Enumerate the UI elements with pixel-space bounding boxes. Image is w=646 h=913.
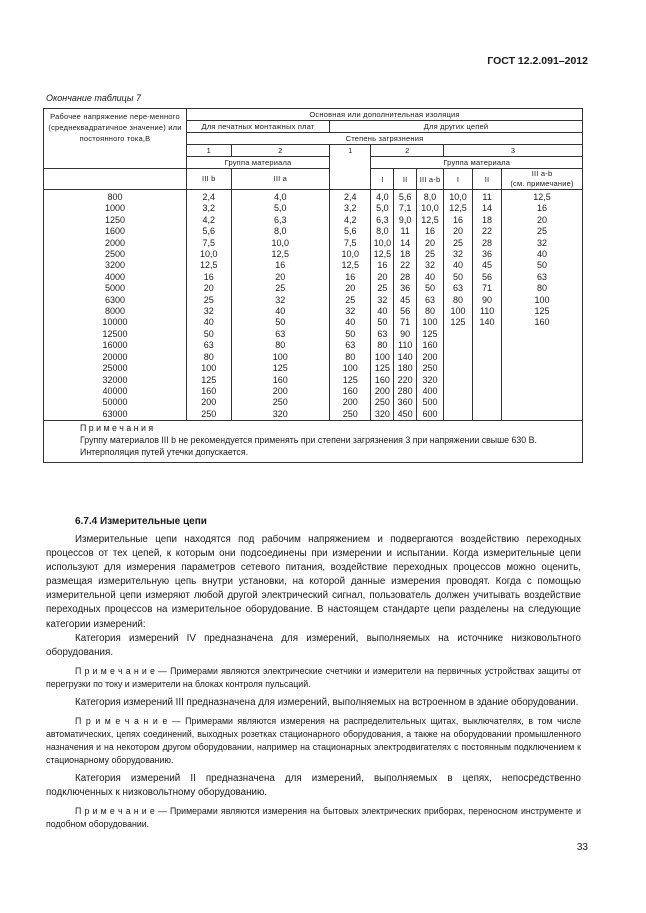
creepage-cell <box>444 386 473 397</box>
creepage-cell: 25 <box>417 249 444 260</box>
creepage-cell: 32 <box>371 295 394 306</box>
table-row <box>44 295 583 306</box>
other-circuits-header: Для других цепей <box>330 121 583 133</box>
creepage-cell: 16 <box>444 215 473 226</box>
creepage-cell: 100 <box>502 295 583 306</box>
creepage-cell <box>473 352 502 363</box>
creepage-cell: 32 <box>502 238 583 249</box>
creepage-cell: 160 <box>371 375 394 386</box>
creepage-cell: 20 <box>231 272 329 283</box>
voltage-cell: 3200 <box>44 260 187 271</box>
creepage-cell: 125 <box>187 375 232 386</box>
creepage-cell: 125 <box>444 317 473 328</box>
group-IIIab-deg2: III a-b <box>417 169 444 190</box>
table-caption: Окончание таблицы 7 <box>46 93 141 103</box>
creepage-cell <box>473 340 502 351</box>
creepage-cell: 6,3 <box>371 215 394 226</box>
creepage-cell: 360 <box>394 397 417 408</box>
section-heading: 6.7.4 Измерительные цепи <box>75 516 207 527</box>
document-header: ГОСТ 12.2.091–2012 <box>487 55 588 67</box>
table-row <box>44 352 583 363</box>
creepage-cell: 2,4 <box>187 190 232 204</box>
creepage-cell: 63 <box>231 329 329 340</box>
creepage-cell: 8,0 <box>417 190 444 204</box>
group-I-deg3: I <box>444 169 473 190</box>
creepage-cell: 200 <box>371 386 394 397</box>
creepage-cell: 100 <box>187 363 232 374</box>
creepage-cell: 71 <box>394 317 417 328</box>
creepage-cell <box>473 409 502 421</box>
creepage-cell: 50 <box>371 317 394 328</box>
table-row <box>44 190 583 204</box>
creepage-cell: 7,5 <box>187 238 232 249</box>
pcb-degree-1: 1 <box>187 145 232 157</box>
voltage-cell: 8000 <box>44 306 187 317</box>
creepage-cell: 25 <box>187 295 232 306</box>
creepage-cell: 160 <box>330 386 371 397</box>
creepage-cell: 20 <box>187 283 232 294</box>
group-II-deg3: II <box>473 169 502 190</box>
creepage-cell: 200 <box>187 397 232 408</box>
creepage-cell: 100 <box>417 317 444 328</box>
voltage-cell: 50000 <box>44 397 187 408</box>
creepage-cell: 50 <box>417 283 444 294</box>
creepage-cell: 320 <box>371 409 394 421</box>
note-category-II: П р и м е ч а н и е — Примерами являются измерения на бытовых электрических приборах, переносном инструменте и подобном оборудовании. <box>46 806 581 830</box>
table-row <box>44 386 583 397</box>
creepage-cell: 40 <box>371 306 394 317</box>
creepage-cell: 3,2 <box>330 203 371 214</box>
creepage-cell <box>502 409 583 421</box>
creepage-cell: 56 <box>394 306 417 317</box>
creepage-cell: 16 <box>371 260 394 271</box>
creepage-cell: 250 <box>417 363 444 374</box>
table-row <box>44 363 583 374</box>
paragraph-category-III: Категория измерений III предназначена для измерений, выполняемых на встроенном в здание оборудовании. <box>75 696 579 708</box>
creepage-cell: 220 <box>394 375 417 386</box>
creepage-cell: 100 <box>371 352 394 363</box>
creepage-cell: 25 <box>502 226 583 237</box>
voltage-column-header: Рабочее напряжение пере-менного (среднеквадратичное значение) или постоянного тока,В <box>44 109 187 169</box>
material-group-header-other: Группа материала <box>371 157 583 169</box>
creepage-cell: 250 <box>231 397 329 408</box>
creepage-cell: 32 <box>330 306 371 317</box>
note-category-III: П р и м е ч а н и е — Примерами являются измерения на распределительных щитах, выключателях, в том числе автоматических, цепях соединений, выходных розетках стационарного оборудования, а также на оборудовании промышленного назначения и на некотором другом оборудовании, например на стационарных электродвигателях с постоянным подключением к стационарному оборудованию. <box>46 715 581 765</box>
creepage-cell: 90 <box>394 329 417 340</box>
creepage-cell: 20 <box>417 238 444 249</box>
voltage-cell: 12500 <box>44 329 187 340</box>
creepage-cell: 6,3 <box>231 215 329 226</box>
creepage-cell: 3,2 <box>187 203 232 214</box>
creepage-cell <box>502 397 583 408</box>
creepage-cell <box>502 363 583 374</box>
creepage-cell: 250 <box>371 397 394 408</box>
creepage-cell: 10,0 <box>444 190 473 204</box>
voltage-cell: 16000 <box>44 340 187 351</box>
note-line-1: Группу материалов III b не рекомендуется применять при степени загрязнения 3 при напряжении свыше 630 В. <box>80 434 537 445</box>
creepage-cell: 200 <box>417 352 444 363</box>
creepage-cell <box>444 375 473 386</box>
creepage-cell: 16 <box>187 272 232 283</box>
creepage-cell: 500 <box>417 397 444 408</box>
creepage-cell: 32 <box>187 306 232 317</box>
note-line-2: Интерполяция путей утечки допускается. <box>80 446 249 457</box>
creepage-cell <box>444 340 473 351</box>
creepage-cell: 10,0 <box>417 203 444 214</box>
other-degree-2: 2 <box>371 145 444 157</box>
voltage-cell: 800 <box>44 190 187 204</box>
creepage-cell: 8,0 <box>371 226 394 237</box>
creepage-cell <box>444 363 473 374</box>
table-row <box>44 340 583 351</box>
creepage-cell <box>502 386 583 397</box>
creepage-cell: 140 <box>473 317 502 328</box>
creepage-cell: 14 <box>473 203 502 214</box>
group-IIIa: III a <box>231 169 329 190</box>
creepage-cell: 12,5 <box>371 249 394 260</box>
creepage-cell: 56 <box>473 272 502 283</box>
creepage-cell: 160 <box>502 317 583 328</box>
voltage-cell: 20000 <box>44 352 187 363</box>
main-insulation-header: Основная или дополнительная изоляция <box>187 109 583 121</box>
creepage-cell: 320 <box>231 409 329 421</box>
creepage-cell: 4,0 <box>231 190 329 204</box>
voltage-cell: 25000 <box>44 363 187 374</box>
pcb-degree-2: 2 <box>231 145 329 157</box>
creepage-cell: 16 <box>330 272 371 283</box>
table-row <box>44 238 583 249</box>
creepage-cell: 63 <box>502 272 583 283</box>
creepage-cell: 63 <box>371 329 394 340</box>
creepage-cell: 5,6 <box>330 226 371 237</box>
creepage-cell: 90 <box>473 295 502 306</box>
group-IIIb: III b <box>187 169 232 190</box>
creepage-cell <box>444 329 473 340</box>
creepage-cell: 12,5 <box>231 249 329 260</box>
table-row <box>44 317 583 328</box>
creepage-cell: 100 <box>444 306 473 317</box>
creepage-cell <box>473 397 502 408</box>
creepage-cell: 10,0 <box>330 249 371 260</box>
creepage-cell: 80 <box>371 340 394 351</box>
table-row <box>44 203 583 214</box>
creepage-cell: 50 <box>231 317 329 328</box>
creepage-cell: 32 <box>231 295 329 306</box>
creepage-cell: 50 <box>187 329 232 340</box>
creepage-cell <box>473 386 502 397</box>
creepage-cell: 11 <box>473 190 502 204</box>
creepage-cell: 125 <box>371 363 394 374</box>
table-row <box>44 226 583 237</box>
paragraph-1: Измерительные цепи находятся под рабочим напряжением и подвергаются воздействию переходных процессов от тех цепей, к которым они подсоединены при измерении и испытании. Когда измерительные цепи используют для измерения параметров сетевого питания, воздействие переходных процессов можно оценить, размещая измерительную цепь внутри установки, на которой данные измерения проводят. Когда с помощью измерительной цепи измеряют любой другой электрический сигнал, пользователь должен учитывать воздействие переходных процессов на измерительное оборудование. В настоящем стандарте цепи разделены на следующие категории измерений: <box>46 534 581 630</box>
table-row <box>44 215 583 226</box>
creepage-cell: 20 <box>371 272 394 283</box>
creepage-cell <box>502 375 583 386</box>
creepage-cell: 25 <box>231 283 329 294</box>
see-note-label: (см. примечание) <box>510 179 574 188</box>
creepage-cell: 80 <box>231 340 329 351</box>
creepage-cell: 10,0 <box>187 249 232 260</box>
creepage-cell: 20 <box>444 226 473 237</box>
creepage-cell: 40 <box>417 272 444 283</box>
creepage-cell: 7,5 <box>330 238 371 249</box>
creepage-cell: 50 <box>502 260 583 271</box>
other-degree-1: 1 <box>330 145 371 190</box>
table-row <box>44 272 583 283</box>
creepage-cell: 4,0 <box>371 190 394 204</box>
creepage-cell: 22 <box>394 260 417 271</box>
creepage-cell: 20 <box>502 215 583 226</box>
creepage-cell: 40 <box>502 249 583 260</box>
creepage-cell: 5,0 <box>231 203 329 214</box>
creepage-cell: 71 <box>473 283 502 294</box>
creepage-cell: 50 <box>444 272 473 283</box>
creepage-table <box>43 108 583 463</box>
creepage-cell: 63 <box>187 340 232 351</box>
pcb-header: Для печатных монтажных плат <box>187 121 330 133</box>
creepage-cell: 40 <box>444 260 473 271</box>
creepage-cell: 18 <box>473 215 502 226</box>
voltage-cell: 5000 <box>44 283 187 294</box>
table-row <box>44 329 583 340</box>
creepage-cell: 140 <box>394 352 417 363</box>
voltage-cell: 10000 <box>44 317 187 328</box>
creepage-cell: 18 <box>394 249 417 260</box>
creepage-cell: 50 <box>330 329 371 340</box>
creepage-cell: 600 <box>417 409 444 421</box>
creepage-cell <box>444 409 473 421</box>
creepage-cell: 100 <box>231 352 329 363</box>
creepage-cell: 180 <box>394 363 417 374</box>
creepage-cell: 250 <box>330 409 371 421</box>
creepage-cell: 28 <box>394 272 417 283</box>
creepage-cell: 4,2 <box>330 215 371 226</box>
creepage-cell: 400 <box>417 386 444 397</box>
creepage-cell: 16 <box>502 203 583 214</box>
creepage-cell: 40 <box>330 317 371 328</box>
creepage-cell: 200 <box>231 386 329 397</box>
creepage-cell: 63 <box>417 295 444 306</box>
table-row <box>44 306 583 317</box>
creepage-cell: 110 <box>394 340 417 351</box>
creepage-cell: 10,0 <box>371 238 394 249</box>
table-notes <box>44 421 583 462</box>
table-row <box>44 283 583 294</box>
creepage-cell <box>473 375 502 386</box>
voltage-cell: 1600 <box>44 226 187 237</box>
note-category-IV: П р и м е ч а н и е — Примерами являются электрические счетчики и измерители на первичных устройствах защиты от перегрузки по току и измерители на блоках контроля пульсаций. <box>46 665 581 689</box>
creepage-cell: 80 <box>330 352 371 363</box>
material-group-header-pcb: Группа материала <box>187 157 330 169</box>
creepage-cell: 160 <box>231 375 329 386</box>
creepage-cell <box>444 397 473 408</box>
creepage-cell: 25 <box>444 238 473 249</box>
creepage-cell: 32 <box>444 249 473 260</box>
creepage-cell: 80 <box>187 352 232 363</box>
table-row <box>44 249 583 260</box>
voltage-cell: 40000 <box>44 386 187 397</box>
paragraph-category-II: Категория измерений II предназначена для измерений, выполняемых в цепях, непосредственно подключенных к низковольтному оборудованию. <box>46 772 581 799</box>
creepage-cell: 4,2 <box>187 215 232 226</box>
creepage-cell: 63 <box>444 283 473 294</box>
creepage-cell: 22 <box>473 226 502 237</box>
other-degree-3: 3 <box>444 145 583 157</box>
creepage-cell: 9,0 <box>394 215 417 226</box>
creepage-cell: 12,5 <box>330 260 371 271</box>
creepage-cell: 320 <box>417 375 444 386</box>
creepage-cell: 10,0 <box>231 238 329 249</box>
table-row <box>44 409 583 421</box>
creepage-cell: 125 <box>502 306 583 317</box>
creepage-cell: 80 <box>417 306 444 317</box>
group-II-deg2: II <box>394 169 417 190</box>
creepage-cell: 125 <box>231 363 329 374</box>
creepage-cell: 12,5 <box>444 203 473 214</box>
creepage-cell: 5,6 <box>394 190 417 204</box>
creepage-cell: 2,4 <box>330 190 371 204</box>
creepage-cell: 200 <box>330 397 371 408</box>
voltage-cell: 1000 <box>44 203 187 214</box>
creepage-cell: 16 <box>417 226 444 237</box>
creepage-cell: 280 <box>394 386 417 397</box>
voltage-cell: 2500 <box>44 249 187 260</box>
creepage-cell: 45 <box>473 260 502 271</box>
notes-title: П р и м е ч а н и я <box>80 423 154 434</box>
voltage-cell: 6300 <box>44 295 187 306</box>
voltage-cell: 2000 <box>44 238 187 249</box>
creepage-cell: 36 <box>473 249 502 260</box>
voltage-cell: 32000 <box>44 375 187 386</box>
creepage-cell <box>473 329 502 340</box>
creepage-cell: 32 <box>417 260 444 271</box>
creepage-cell: 40 <box>231 306 329 317</box>
creepage-cell: 12,5 <box>502 190 583 204</box>
creepage-cell: 125 <box>417 329 444 340</box>
creepage-cell: 5,0 <box>371 203 394 214</box>
voltage-cell: 63000 <box>44 409 187 421</box>
creepage-cell <box>502 340 583 351</box>
creepage-cell <box>502 329 583 340</box>
creepage-cell: 125 <box>330 375 371 386</box>
creepage-cell <box>502 352 583 363</box>
voltage-cell: 4000 <box>44 272 187 283</box>
page-number: 33 <box>576 842 588 853</box>
creepage-cell: 12,5 <box>187 260 232 271</box>
creepage-cell: 28 <box>473 238 502 249</box>
pollution-degree-header: Степень загрязнения <box>187 133 583 145</box>
creepage-cell: 8,0 <box>231 226 329 237</box>
creepage-cell: 25 <box>371 283 394 294</box>
creepage-cell: 14 <box>394 238 417 249</box>
table-row <box>44 260 583 271</box>
creepage-cell: 12,5 <box>417 215 444 226</box>
creepage-cell: 7,1 <box>394 203 417 214</box>
creepage-cell: 160 <box>187 386 232 397</box>
creepage-cell: 40 <box>187 317 232 328</box>
creepage-cell: 100 <box>330 363 371 374</box>
voltage-cell: 1250 <box>44 215 187 226</box>
creepage-cell: 11 <box>394 226 417 237</box>
creepage-cell: 110 <box>473 306 502 317</box>
creepage-cell: 25 <box>330 295 371 306</box>
creepage-cell: 80 <box>444 295 473 306</box>
table-row <box>44 375 583 386</box>
creepage-cell <box>444 352 473 363</box>
creepage-cell: 63 <box>330 340 371 351</box>
section-body <box>46 533 581 836</box>
creepage-cell: 36 <box>394 283 417 294</box>
creepage-cell <box>473 363 502 374</box>
creepage-cell: 450 <box>394 409 417 421</box>
creepage-cell: 250 <box>187 409 232 421</box>
creepage-cell: 45 <box>394 295 417 306</box>
group-I-deg2: I <box>371 169 394 190</box>
creepage-cell: 20 <box>330 283 371 294</box>
creepage-cell: 5,6 <box>187 226 232 237</box>
creepage-cell: 160 <box>417 340 444 351</box>
paragraph-category-IV: Категория измерений IV предназначена для измерений, выполняемых на источнике низковольтного оборудования. <box>46 632 581 658</box>
creepage-cell: 16 <box>231 260 329 271</box>
group-IIIab-deg3: III a-b (см. примечание) <box>502 169 583 190</box>
table-row <box>44 397 583 408</box>
creepage-cell: 80 <box>502 283 583 294</box>
